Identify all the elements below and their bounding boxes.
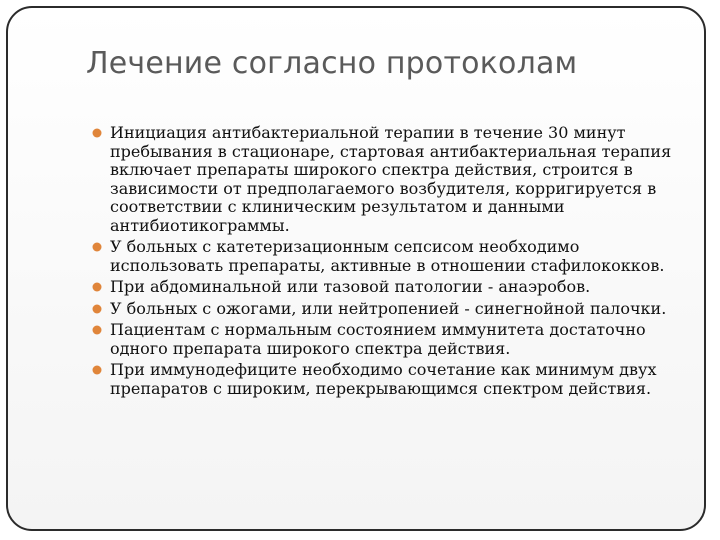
bullet-item [90,361,690,398]
bullet-text: Инициация антибактериальной терапии в течение 30 минут пребывания в стационаре, стартовая антибактериальная терапия включает препараты широкого спектра действия, строится в зависимости от предполагаемого возбудителя, корригируется в соответствии с клиническим результатом и данными антибиотикограммы. [110,123,672,235]
bullet-icon [92,325,102,335]
bullet-item [90,321,690,358]
bullet-item [90,124,690,235]
bullet-text: При иммунодефиците необходимо сочетание как минимум двух препаратов с широким, перекрывающимся спектром действия. [110,360,657,398]
bullet-icon [92,365,102,375]
bullet-list [90,124,690,401]
bullet-text: У больных с катетеризационным сепсисом необходимо использовать препараты, активные в отношении стафилококков. [110,237,665,275]
bullet-item [90,278,690,297]
bullet-icon [92,282,102,292]
bullet-text: У больных с ожогами, или нейтропенией - синегнойной палочки. [110,298,667,318]
slide-frame [6,6,706,531]
bullet-icon [92,128,102,138]
slide-title: Лечение согласно протоколам [86,46,578,81]
bullet-item [90,238,690,275]
bullet-icon [92,304,102,314]
bullet-icon [92,242,102,252]
bullet-text: При абдоминальной или тазовой патологии - анаэробов. [110,277,591,296]
bullet-item [90,300,690,319]
bullet-text: Пациентам с нормальным состоянием иммунитета достаточно одного препарата широкого спектра действия. [110,320,646,358]
